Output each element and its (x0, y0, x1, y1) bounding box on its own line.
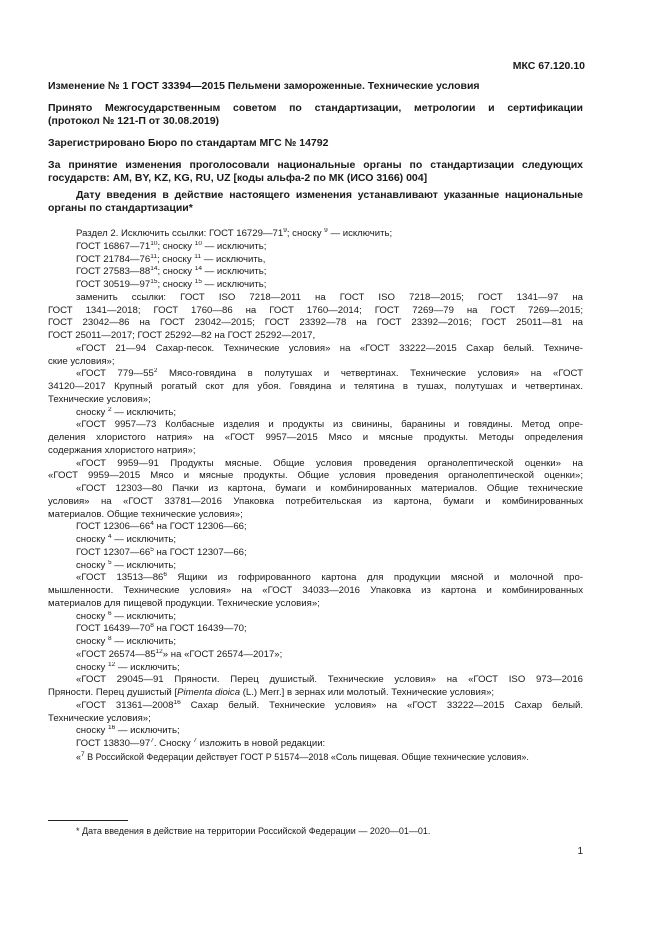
body-line: Раздел 2. Исключить ссылки: ГОСТ $16729—71^9$; сноску $^9$ — исключить; (76, 228, 393, 239)
body-line: сноску $^8$ — исключить; (76, 636, 177, 647)
body-line: ГОСТ 23042—86 на ГОСТ 23042—2015; ГОСТ 23392—78 на ГОСТ 23392—2016; ГОСТ 25011—81 на (48, 317, 583, 329)
body-line: заменить ссылки: ГОСТ ISO 7218—2011 на ГОСТ ISO 7218—2015; ГОСТ 1341—97 на (76, 291, 583, 303)
body-line: сноску $^{16}$ — исключить; (76, 725, 180, 737)
effective-date-line-1: Дату введения в действие настоящего изменения устанавливают указанные национальные (76, 189, 583, 201)
amendment-body (48, 228, 583, 764)
body-line: сноску $^6$ — исключить; (76, 610, 177, 622)
body-line: «ГОСТ 12303—80 Пачки из картона, бумаги и комбинированных материалов. Общие технические (76, 483, 583, 494)
body-line: «ГОСТ 9959—91 Продукты мясные. Общие условия проведения органолептической оценки» на (76, 457, 583, 469)
footnote-separator (48, 820, 128, 821)
body-line: «ГОСТ $26574—85^{12}$» на «ГОСТ 26574—2017»; (76, 648, 283, 660)
body-line: ГОСТ $21784—76^{11}$; сноску $^{11}$ — исключить, (76, 253, 266, 265)
body-line: «ГОСТ $779—55^2$ Мясо-говядина в полутушах и четвертинах. Технические условия» на «ГОСТ (76, 368, 583, 380)
page-number: 1 (577, 846, 583, 857)
voted-line-1: За принятие изменения проголосовали национальные органы по стандартизации следующих (48, 159, 583, 171)
body-line: ГОСТ $12306—66^4$ на ГОСТ 12306—66; (76, 521, 247, 533)
body-line: «ГОСТ 31361—2008$^{16}$ Сахар белый. Технические условия» на «ГОСТ 33222—2015 Сахар белый. (76, 699, 583, 711)
body-line: Пряности. Перец душистый [Pimenta dioica (L.) Merr.] в зернах или молотый. Технические условия»; (48, 687, 495, 698)
body-line: Технические условия»; (48, 393, 151, 405)
body-line: мышленности. Технические условия» на «ГОСТ 34033—2016 Упаковка из картона и комбинированных (48, 585, 583, 596)
body-line: «ГОСТ 9957—73 Колбасные изделия и продукты из свинины, баранины и говядины. Метод опре- (76, 419, 583, 431)
body-line: сноску $^{12}$ — исключить; (76, 661, 180, 673)
adopted-line-1: Принято Межгосударственным советом по стандартизации, метрологии и сертификации (48, 102, 583, 114)
body-line: содержания хлористого натрия»; (48, 444, 196, 456)
body-line: Технические условия»; (48, 712, 151, 724)
body-line: сноску $^5$ — исключить; (76, 559, 177, 571)
registered-line: Зарегистрировано Бюро по стандартам МГС № 14792 (48, 137, 329, 149)
body-line: деления хлористого натрия» на «ГОСТ 9957—2015 Мясо и мясные продукты. Методы определения (48, 432, 583, 443)
body-line: 34120—2017 Крупный рогатый скот для убоя. Говядина и телятина в тушах, полутушах и четвертинах. (48, 381, 583, 392)
body-line: ГОСТ $30519—97^{15}$; сноску $^{15}$ — исключить; (76, 279, 267, 290)
body-line: «ГОСТ $13513—86^6$ Ящики из гофрированного картона для продукции мясной и молочной про- (76, 572, 583, 584)
body-line: условия» на «ГОСТ 33781—2016 Упаковка потребительская из картона, бумаги и комбинированных (48, 495, 583, 507)
body-line: ГОСТ $16439—70^8$ на ГОСТ 16439—70; (76, 623, 247, 635)
body-line: «ГОСТ 21—94 Сахар-песок. Технические условия» на «ГОСТ 33222—2015 Сахар белый. Техниче- (76, 342, 583, 354)
body-line: ГОСТ $12307—66^5$ на ГОСТ 12307—66; (76, 546, 247, 558)
body-line: материалов. Общие технические условия»; (48, 508, 243, 520)
effective-date-line-2: органы по стандартизации* (48, 202, 193, 214)
body-line: сноску $^2$ — исключить; (76, 406, 177, 418)
body-line: сноску $^4$ — исключить; (76, 534, 177, 545)
body-line: ГОСТ $13830—97^7$. Сноску $^7$ изложить в новой редакции: (76, 738, 326, 749)
footnote: * Дата введения в действие на территории Российской Федерации — 2020—01—01. (76, 826, 431, 836)
amendment-title: Изменение № 1 ГОСТ 33394—2015 Пельмени замороженные. Технические условия (48, 80, 480, 92)
classification-code: МКС 67.120.10 (512, 60, 585, 72)
adopted-line-2: (протокол № 121-П от 30.08.2019) (48, 115, 220, 127)
body-line: «ГОСТ 29045—91 Пряности. Перец душистый. Технические условия» на «ГОСТ ISO 973—2016 (76, 674, 583, 686)
body-line: ГОСТ $16867—71^{10}$; сноску $^{10}$ — исключить; (76, 240, 267, 252)
body-line: ские условия»; (48, 355, 115, 367)
body-line: материалов для пищевой продукции. Технические условия»; (48, 597, 320, 609)
body-line: ГОСТ 25011—2017; ГОСТ 25292—82 на ГОСТ 25292—2017, (48, 330, 316, 341)
body-line: «ГОСТ 9959—2015 Мясо и мясные продукты. Общие условия проведения органолептической оценки»; (48, 470, 583, 482)
body-line: ГОСТ 1341—2018; ГОСТ 1760—86 на ГОСТ 1760—2014; ГОСТ 7269—79 на ГОСТ 7269—2015; (48, 304, 583, 316)
voted-line-2: государств: AM, BY, KZ, KG, RU, UZ [коды альфа-2 по МК (ИСО 3166) 004] (48, 172, 428, 184)
body-line: «$^7$ В Российской Федерации действует ГОСТ Р 51574—2018 «Соль пищевая. Общие технические условия». (76, 750, 529, 762)
body-line: ГОСТ $27583—88^{14}$; сноску $^{14}$ — исключить; (76, 266, 267, 278)
